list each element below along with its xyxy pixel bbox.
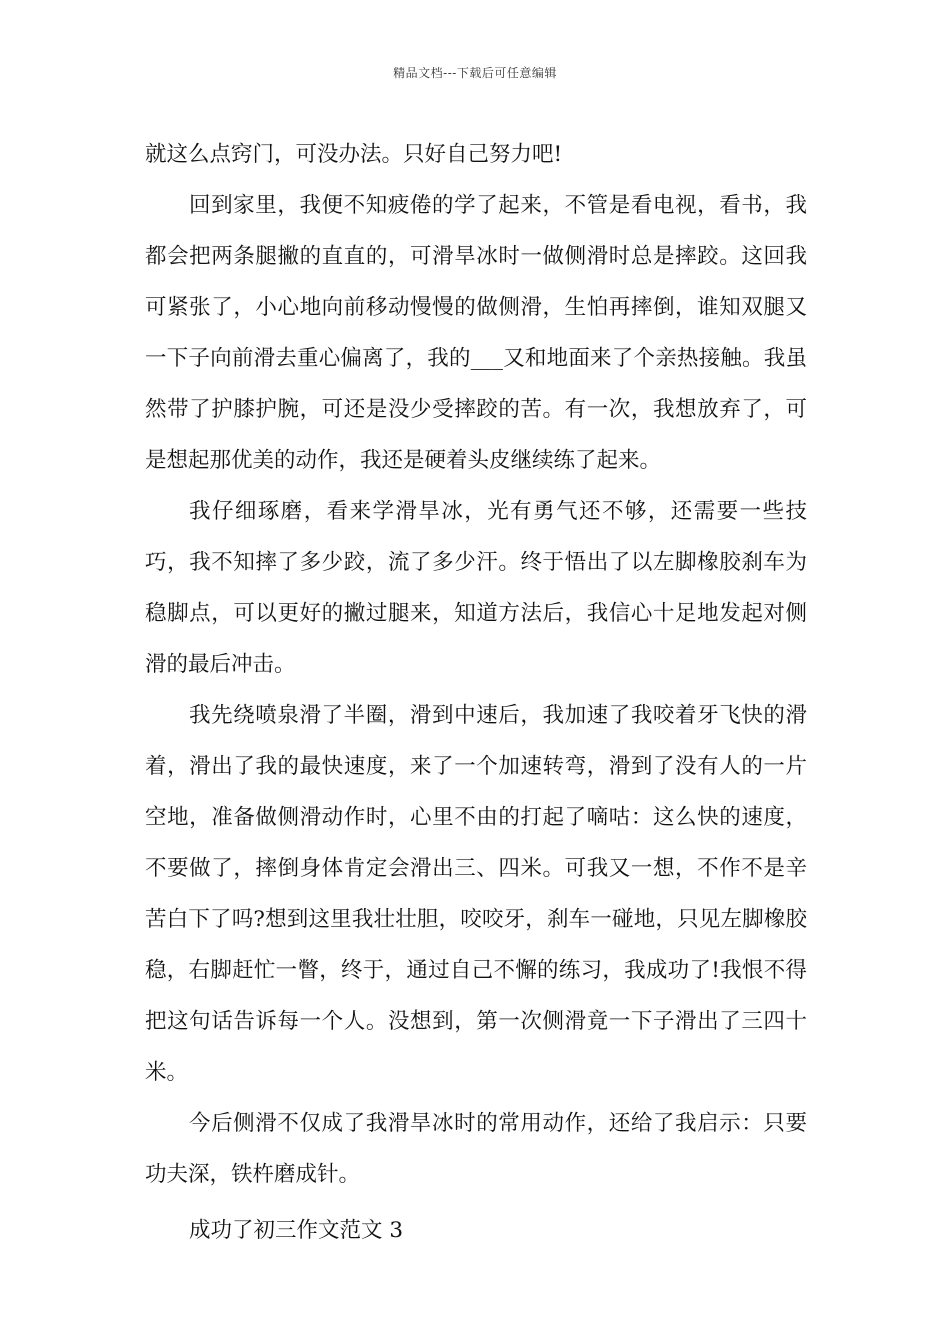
paragraph-5: 今后侧滑不仅成了我滑旱冰时的常用动作，还给了我启示：只要功夫深，铁杵磨成针。 — [145, 1111, 807, 1187]
paragraph-2: 回到家里，我便不知疲倦的学了起来，不管是看电视，看书，我都会把两条腿撇的直直的，可滑旱冰时一做侧滑时总是摔跤。这回我可紧张了，小心地向前移动慢慢的做侧滑，生怕再摔倒，谁知双腿又一下子向前滑去重心偏离了，我的___又和地面来了个亲热接触。我虽然带了护膝护腕，可还是没少受摔跤的苦。有一次，我想放弃了，可是想起那优美的动作，我还是硬着头皮继续练了起来。 — [145, 193, 807, 473]
section-title: 成功了初三作文范文 3 — [189, 1218, 404, 1243]
page-header: 精品文档---下载后可任意编辑 — [393, 66, 557, 80]
document-body — [145, 129, 807, 1256]
paragraph-4: 我先绕喷泉滑了半圈，滑到中速后，我加速了我咬着牙飞快的滑着，滑出了我的最快速度，来了一个加速转弯，滑到了没有人的一片空地，准备做侧滑动作时，心里不由的打起了嘀咕：这么快的速度，不要做了，摔倒身体肯定会滑出三、四米。可我又一想，不作不是辛苦白下了吗?想到这里我壮壮胆，咬咬牙，刹车一碰地，只见左脚橡胶稳，右脚赶忙一瞥，终于，通过自己不懈的练习，我成功了!我恨不得把这句话告诉每一个人。没想到，第一次侧滑竟一下子滑出了三四十米。 — [145, 703, 807, 1085]
paragraph-1: 就这么点窍门，可没办法。只好自己努力吧! — [145, 142, 563, 167]
paragraph-3: 我仔细琢磨，看来学滑旱冰，光有勇气还不够，还需要一些技巧，我不知摔了多少跤，流了多少汗。终于悟出了以左脚橡胶刹车为稳脚点，可以更好的撇过腿来，知道方法后，我信心十足地发起对侧滑的最后冲击。 — [145, 499, 807, 677]
